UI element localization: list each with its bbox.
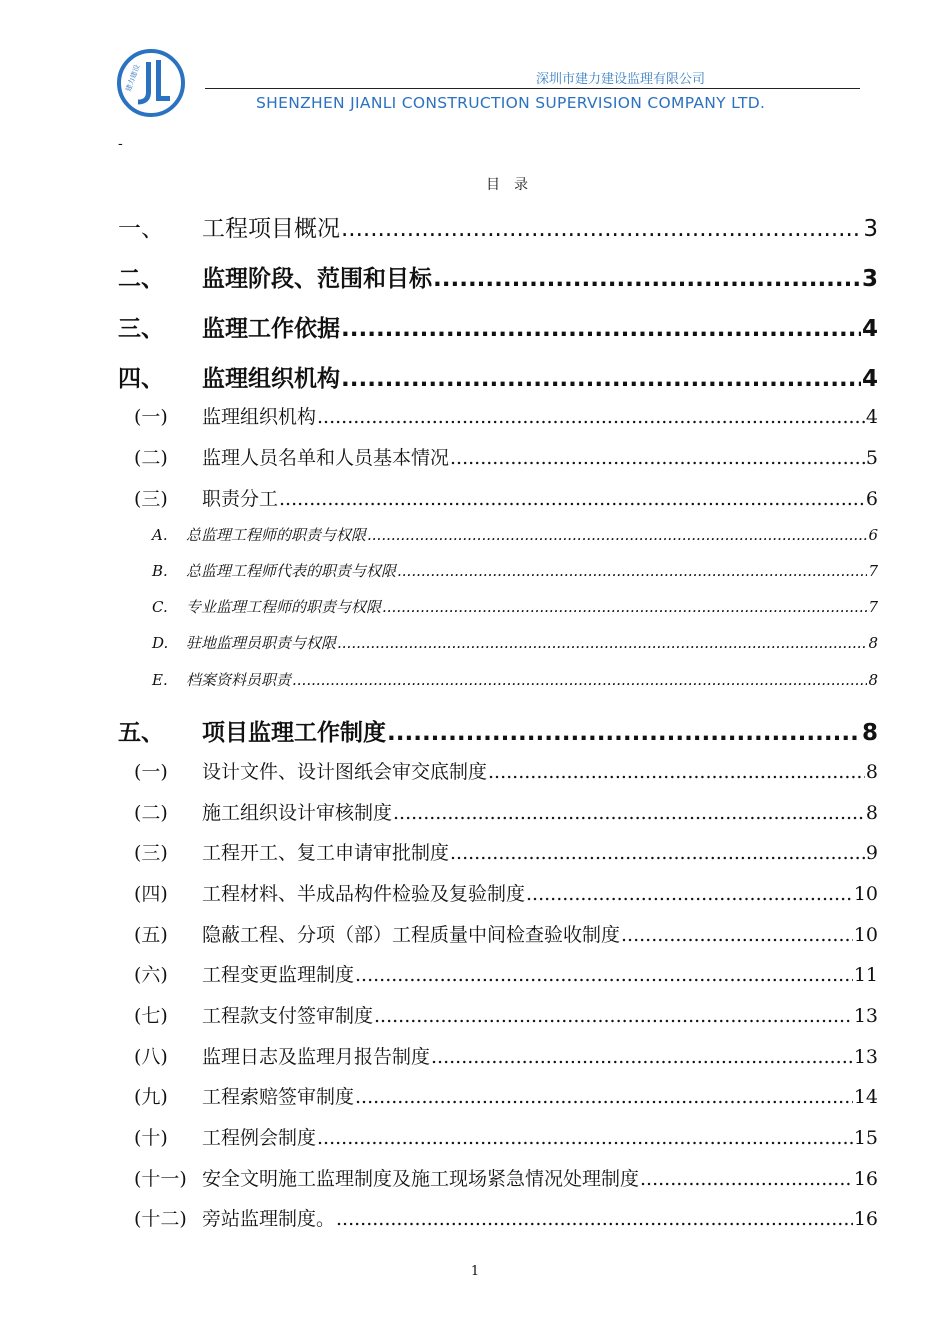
toc-leader-dots [317, 1127, 853, 1149]
toc-entry-title: 专业监理工程师的职责与权限 [186, 598, 382, 616]
toc-entry-title: 施工组织设计审核制度 [202, 802, 393, 824]
toc-entry[interactable] [118, 1204, 878, 1231]
toc-entry[interactable] [118, 360, 878, 393]
toc-entry-page: 7 [868, 598, 878, 616]
toc-entry[interactable] [118, 757, 878, 784]
toc-entry-title: 工程材料、半成品构件检验及复验制度 [202, 883, 526, 905]
toc-entry[interactable] [118, 960, 878, 987]
toc-entry-page: 8 [865, 761, 878, 783]
toc-entry-number: (十一) [134, 1168, 187, 1190]
toc-entry-number: (十) [134, 1127, 168, 1149]
toc-entry-page: 8 [861, 720, 878, 746]
toc-entry-number: (一) [134, 761, 168, 783]
toc-entry-title: 职责分工 [202, 488, 279, 510]
toc-entry-title: 监理日志及监理月报告制度 [202, 1046, 431, 1068]
toc-entry[interactable] [118, 524, 878, 545]
company-name-en: SHENZHEN JIANLI CONSTRUCTION SUPERVISION COMPANY LTD. [256, 94, 766, 112]
toc-entry-title: 设计文件、设计图纸会审交底制度 [202, 761, 488, 783]
toc-leader-dots [337, 634, 867, 652]
header-divider [205, 88, 860, 89]
toc-leader-dots [382, 598, 867, 616]
toc-leader-dots [292, 671, 867, 689]
toc-entry-number: (八) [134, 1046, 168, 1068]
toc-entry-page: 9 [865, 842, 878, 864]
toc-entry[interactable] [118, 1082, 878, 1109]
toc-entry-number: 二、 [118, 266, 164, 292]
toc-entry-page: 6 [865, 488, 878, 510]
toc-entry-page: 3 [861, 266, 878, 292]
toc-entry-page: 10 [853, 883, 878, 905]
toc-entry-title: 档案资料员职责 [186, 671, 292, 689]
toc-entry-number: (七) [134, 1005, 168, 1027]
toc-leader-dots [450, 447, 865, 469]
toc-entry-title: 监理人员名单和人员基本情况 [202, 447, 450, 469]
page-number: 1 [470, 1264, 480, 1279]
toc-entry-page: 13 [853, 1046, 878, 1068]
toc-entry[interactable] [118, 443, 878, 470]
toc-entry-page: 6 [868, 526, 878, 544]
toc-entry[interactable] [118, 838, 878, 865]
toc-entry[interactable] [118, 632, 878, 653]
toc-entry-number: (二) [134, 802, 168, 824]
toc-entry-number: (四) [134, 883, 168, 905]
toc-entry-title: 旁站监理制度。 [202, 1208, 336, 1230]
toc-entry[interactable] [118, 260, 878, 293]
toc-leader-dots [393, 802, 865, 824]
toc-entry-title: 工程索赔签审制度 [202, 1086, 355, 1108]
toc-entry-number: D. [152, 634, 169, 652]
toc-leader-dots [367, 526, 867, 544]
toc-entry-title: 安全文明施工监理制度及施工现场紧急情况处理制度 [202, 1168, 640, 1190]
toc-entry-page: 8 [865, 802, 878, 824]
toc-entry-page: 15 [853, 1127, 878, 1149]
toc-entry[interactable] [118, 484, 878, 511]
toc-leader-dots [621, 924, 853, 946]
toc-entry-page: 3 [863, 216, 878, 242]
company-logo [116, 48, 186, 118]
logo-text: 建力建设 [124, 63, 142, 93]
toc-entry-title: 工程项目概况 [202, 216, 340, 242]
toc-entry-title: 驻地监理员职责与权限 [186, 634, 337, 652]
toc-leader-dots [341, 316, 861, 342]
toc-leader-dots [433, 266, 861, 292]
toc-leader-dots [355, 964, 853, 986]
toc-entry-title: 总监理工程师代表的职责与权限 [186, 562, 397, 580]
toc-entry-page: 10 [853, 924, 878, 946]
toc-entry-number: (九) [134, 1086, 168, 1108]
toc-entry-number: B. [152, 562, 168, 580]
toc-entry-number: (一) [134, 406, 168, 428]
toc-entry-number: 五、 [118, 720, 164, 746]
toc-leader-dots [279, 488, 865, 510]
toc-entry-title: 项目监理工作制度 [202, 720, 386, 746]
toc-entry[interactable] [118, 1001, 878, 1028]
toc-entry-number: A. [152, 526, 168, 544]
toc-entry-title: 工程变更监理制度 [202, 964, 355, 986]
toc-entry-page: 11 [853, 964, 878, 986]
toc-entry-number: (三) [134, 842, 168, 864]
toc-leader-dots [317, 406, 865, 428]
toc-entry-page: 5 [865, 447, 878, 469]
toc-entry-title: 工程例会制度 [202, 1127, 317, 1149]
toc-entry[interactable] [118, 879, 878, 906]
toc-entry-title: 总监理工程师的职责与权限 [186, 526, 367, 544]
toc-entry-page: 8 [868, 671, 878, 689]
toc-entry-number: (三) [134, 488, 168, 510]
toc-entry-title: 工程开工、复工申请审批制度 [202, 842, 450, 864]
toc-entry-title: 监理组织机构 [202, 406, 317, 428]
toc-entry-number: (六) [134, 964, 168, 986]
toc-leader-dots [336, 1208, 853, 1230]
toc-entry-number: 三、 [118, 316, 164, 342]
toc-leader-dots [374, 1005, 853, 1027]
toc-entry[interactable] [118, 920, 878, 947]
toc-leader-dots [355, 1086, 853, 1108]
toc-entry[interactable] [118, 1164, 878, 1191]
toc-entry-page: 4 [861, 366, 878, 392]
toc-leader-dots [526, 883, 853, 905]
toc-entry-number: (五) [134, 924, 168, 946]
toc-entry[interactable] [118, 560, 878, 581]
toc-entry-title: 工程款支付签审制度 [202, 1005, 374, 1027]
toc-entry[interactable] [118, 596, 878, 617]
header-mark: - [118, 136, 123, 152]
toc-leader-dots [488, 761, 865, 783]
toc-entry-number: (二) [134, 447, 168, 469]
toc-entry-page: 4 [865, 406, 878, 428]
toc-leader-dots [341, 366, 861, 392]
toc-entry-number: 一、 [118, 216, 164, 242]
toc-entry-number: C. [152, 598, 168, 616]
toc-entry-title: 监理组织机构 [202, 366, 340, 392]
toc-entry-number: 四、 [118, 366, 164, 392]
toc-leader-dots [431, 1046, 853, 1068]
toc-entry-title: 隐蔽工程、分项（部）工程质量中间检查验收制度 [202, 924, 621, 946]
toc-leader-dots [341, 216, 862, 242]
toc-entry-page: 7 [868, 562, 878, 580]
toc-leader-dots [450, 842, 865, 864]
toc-leader-dots [640, 1168, 853, 1190]
toc-entry-number: (十二) [134, 1208, 187, 1230]
toc-entry-page: 14 [853, 1086, 878, 1108]
toc-entry[interactable] [118, 1042, 878, 1069]
toc-entry-number: E. [152, 671, 168, 689]
toc-entry-page: 13 [853, 1005, 878, 1027]
toc-entry[interactable] [118, 1123, 878, 1150]
toc-leader-dots [387, 720, 861, 746]
toc-entry[interactable] [118, 210, 878, 243]
toc-entry[interactable] [118, 669, 878, 690]
toc-leader-dots [397, 562, 867, 580]
toc-entry-page: 8 [868, 634, 878, 652]
toc-entry[interactable] [118, 402, 878, 429]
toc-entry-title: 监理阶段、范围和目标 [202, 266, 432, 292]
toc-entry-page: 4 [861, 316, 878, 342]
toc-entry[interactable] [118, 714, 878, 747]
company-name-cn: 深圳市建力建设监理有限公司 [536, 72, 706, 87]
toc-entry[interactable] [118, 310, 878, 343]
toc-entry[interactable] [118, 798, 878, 825]
toc-title: 目录 [486, 177, 542, 193]
toc-entry-title: 监理工作依据 [202, 316, 340, 342]
toc-entry-page: 16 [853, 1168, 878, 1190]
toc-entry-page: 16 [853, 1208, 878, 1230]
